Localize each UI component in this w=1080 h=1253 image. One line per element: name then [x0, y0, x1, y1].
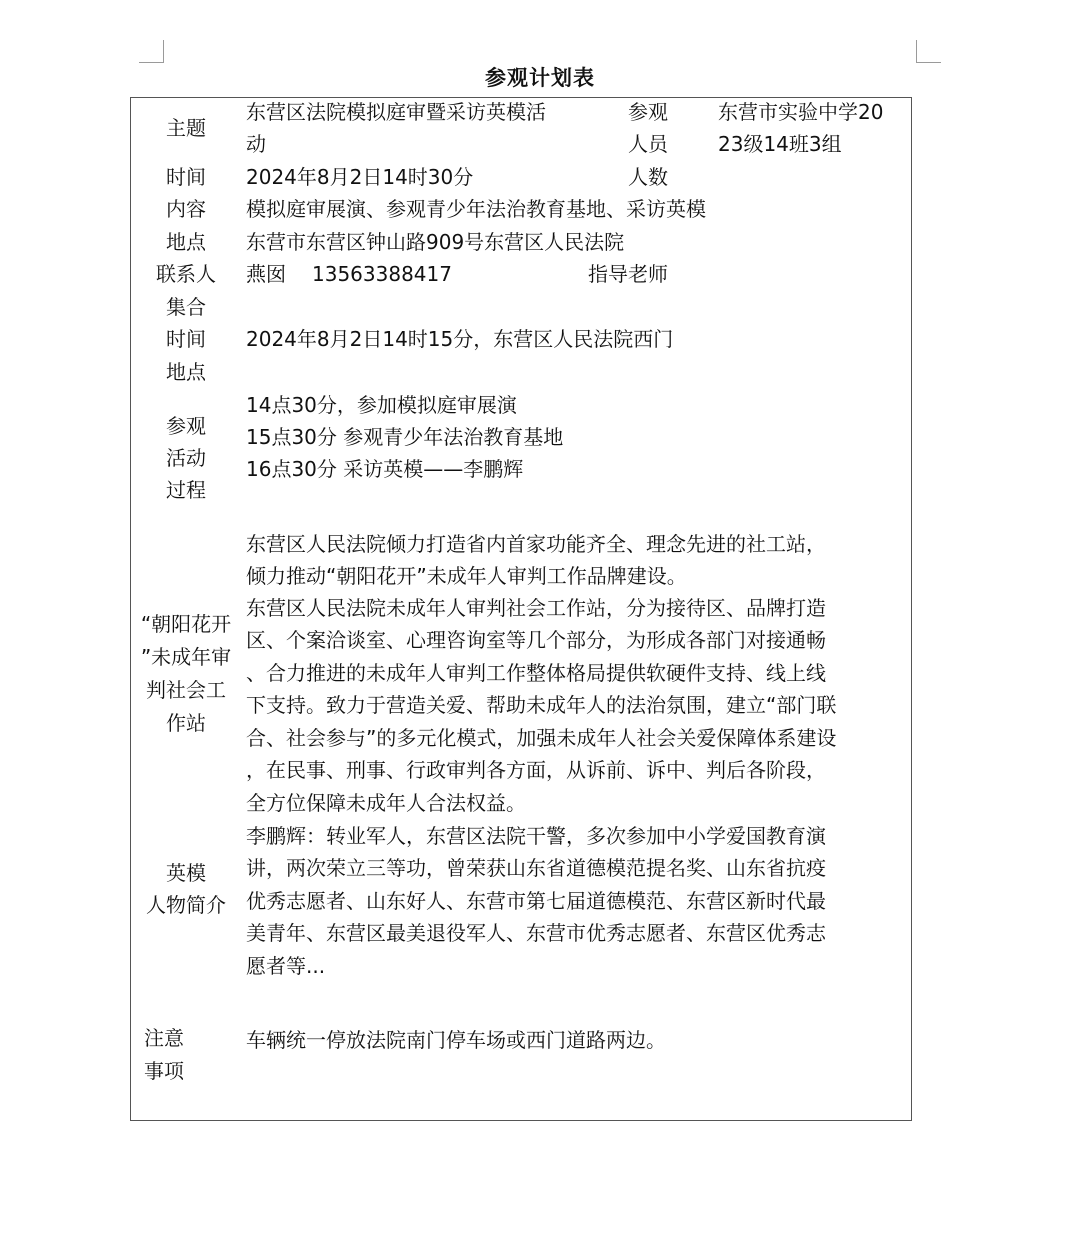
time-value: 2024年8月2日14时30分 — [246, 165, 474, 189]
hero-label-line2: 人物简介 — [146, 893, 226, 917]
teacher-label: 指导老师 — [588, 262, 668, 286]
workstation-text-line: 合、社会参与”的多元化模式，加强未成年人社会关爱保障体系建设 — [246, 726, 837, 750]
process-label-line1: 参观 — [166, 414, 206, 438]
workstation-text-line: 全方位保障未成年人合法权益。 — [246, 791, 526, 815]
workstation-text-line: 倾力推动“朝阳花开”未成年人审判工作品牌建设。 — [246, 564, 687, 588]
participants-label-line2: 人员 — [628, 132, 668, 156]
workstation-text-line: 、合力推进的未成年人审判工作整体格局提供软硬件支持、线上线 — [246, 661, 826, 685]
time-label: 时间 — [166, 165, 206, 189]
content-label: 内容 — [166, 197, 206, 221]
theme-label: 主题 — [166, 116, 206, 140]
theme-value-line2: 动 — [246, 132, 266, 156]
headcount-label: 人数 — [628, 165, 668, 189]
workstation-label-line3: 判社会工 — [146, 678, 226, 702]
notes-label-line2: 事项 — [144, 1059, 184, 1083]
gathering-value: 2024年8月2日14时15分，东营区人民法院西门 — [246, 327, 674, 351]
page-corner-mark-top-left — [139, 40, 164, 63]
participants-label-line1: 参观 — [628, 100, 668, 124]
contact-label: 联系人 — [156, 262, 216, 286]
hero-text-line: 李鹏辉：转业军人，东营区法院干警，多次参加中小学爱国教育演 — [246, 824, 826, 848]
gathering-label-line3: 地点 — [166, 360, 206, 384]
theme-value-line1: 东营区法院模拟庭审暨采访英模活 — [246, 100, 546, 124]
process-step: 15点30分 参观青少年法治教育基地 — [246, 425, 564, 449]
document-title: 参观计划表 — [485, 66, 595, 90]
notes-value: 车辆统一停放法院南门停车场或西门道路两边。 — [246, 1028, 666, 1052]
location-value: 东营市东营区钟山路909号东营区人民法院 — [246, 230, 625, 254]
process-step: 14点30分，参加模拟庭审展演 — [246, 393, 517, 417]
workstation-text-line: 东营区人民法院倾力打造省内首家功能齐全、理念先进的社工站， — [246, 532, 826, 556]
hero-text-line: 愿者等... — [246, 954, 326, 978]
hero-text-line: 优秀志愿者、山东好人、东营市第七届道德模范、东营区新时代最 — [246, 889, 826, 913]
workstation-text-line: 区、个案洽谈室、心理咨询室等几个部分，为形成各部门对接通畅 — [246, 628, 826, 652]
process-step: 16点30分 采访英模——李鹏辉 — [246, 457, 524, 481]
workstation-label-line1: “朝阳花开 — [140, 612, 232, 636]
content-value: 模拟庭审展演、参观青少年法治教育基地、采访英模 — [246, 197, 706, 221]
gathering-label-line1: 集合 — [166, 295, 206, 319]
hero-text-line: 美青年、东营区最美退役军人、东营市优秀志愿者、东营区优秀志 — [246, 921, 826, 945]
workstation-text-line: ，在民事、刑事、行政审判各方面，从诉前、诉中、判后各阶段， — [246, 758, 826, 782]
contact-phone: 13563388417 — [312, 262, 452, 286]
gathering-label-line2: 时间 — [166, 327, 206, 351]
location-label: 地点 — [166, 230, 206, 254]
workstation-text-line: 下支持。致力于营造关爱、帮助未成年人的法治氛围，建立“部门联 — [246, 693, 837, 717]
hero-text-line: 讲，两次荣立三等功，曾荣获山东省道德模范提名奖、山东省抗疫 — [246, 856, 826, 880]
notes-label-line1: 注意 — [144, 1026, 184, 1050]
page-corner-mark-top-right — [916, 40, 941, 63]
contact-name: 燕囡 — [246, 262, 286, 286]
workstation-label-line4: 作站 — [166, 711, 206, 735]
hero-label-line1: 英模 — [166, 861, 206, 885]
participants-value-line1: 东营市实验中学20 — [718, 100, 884, 124]
process-label-line3: 过程 — [166, 478, 206, 502]
participants-value-line2: 23级14班3组 — [718, 132, 842, 156]
process-label-line2: 活动 — [166, 446, 206, 470]
workstation-text-line: 东营区人民法院未成年人审判社会工作站，分为接待区、品牌打造 — [246, 596, 826, 620]
workstation-label-line2: ”未成年审 — [140, 645, 232, 669]
